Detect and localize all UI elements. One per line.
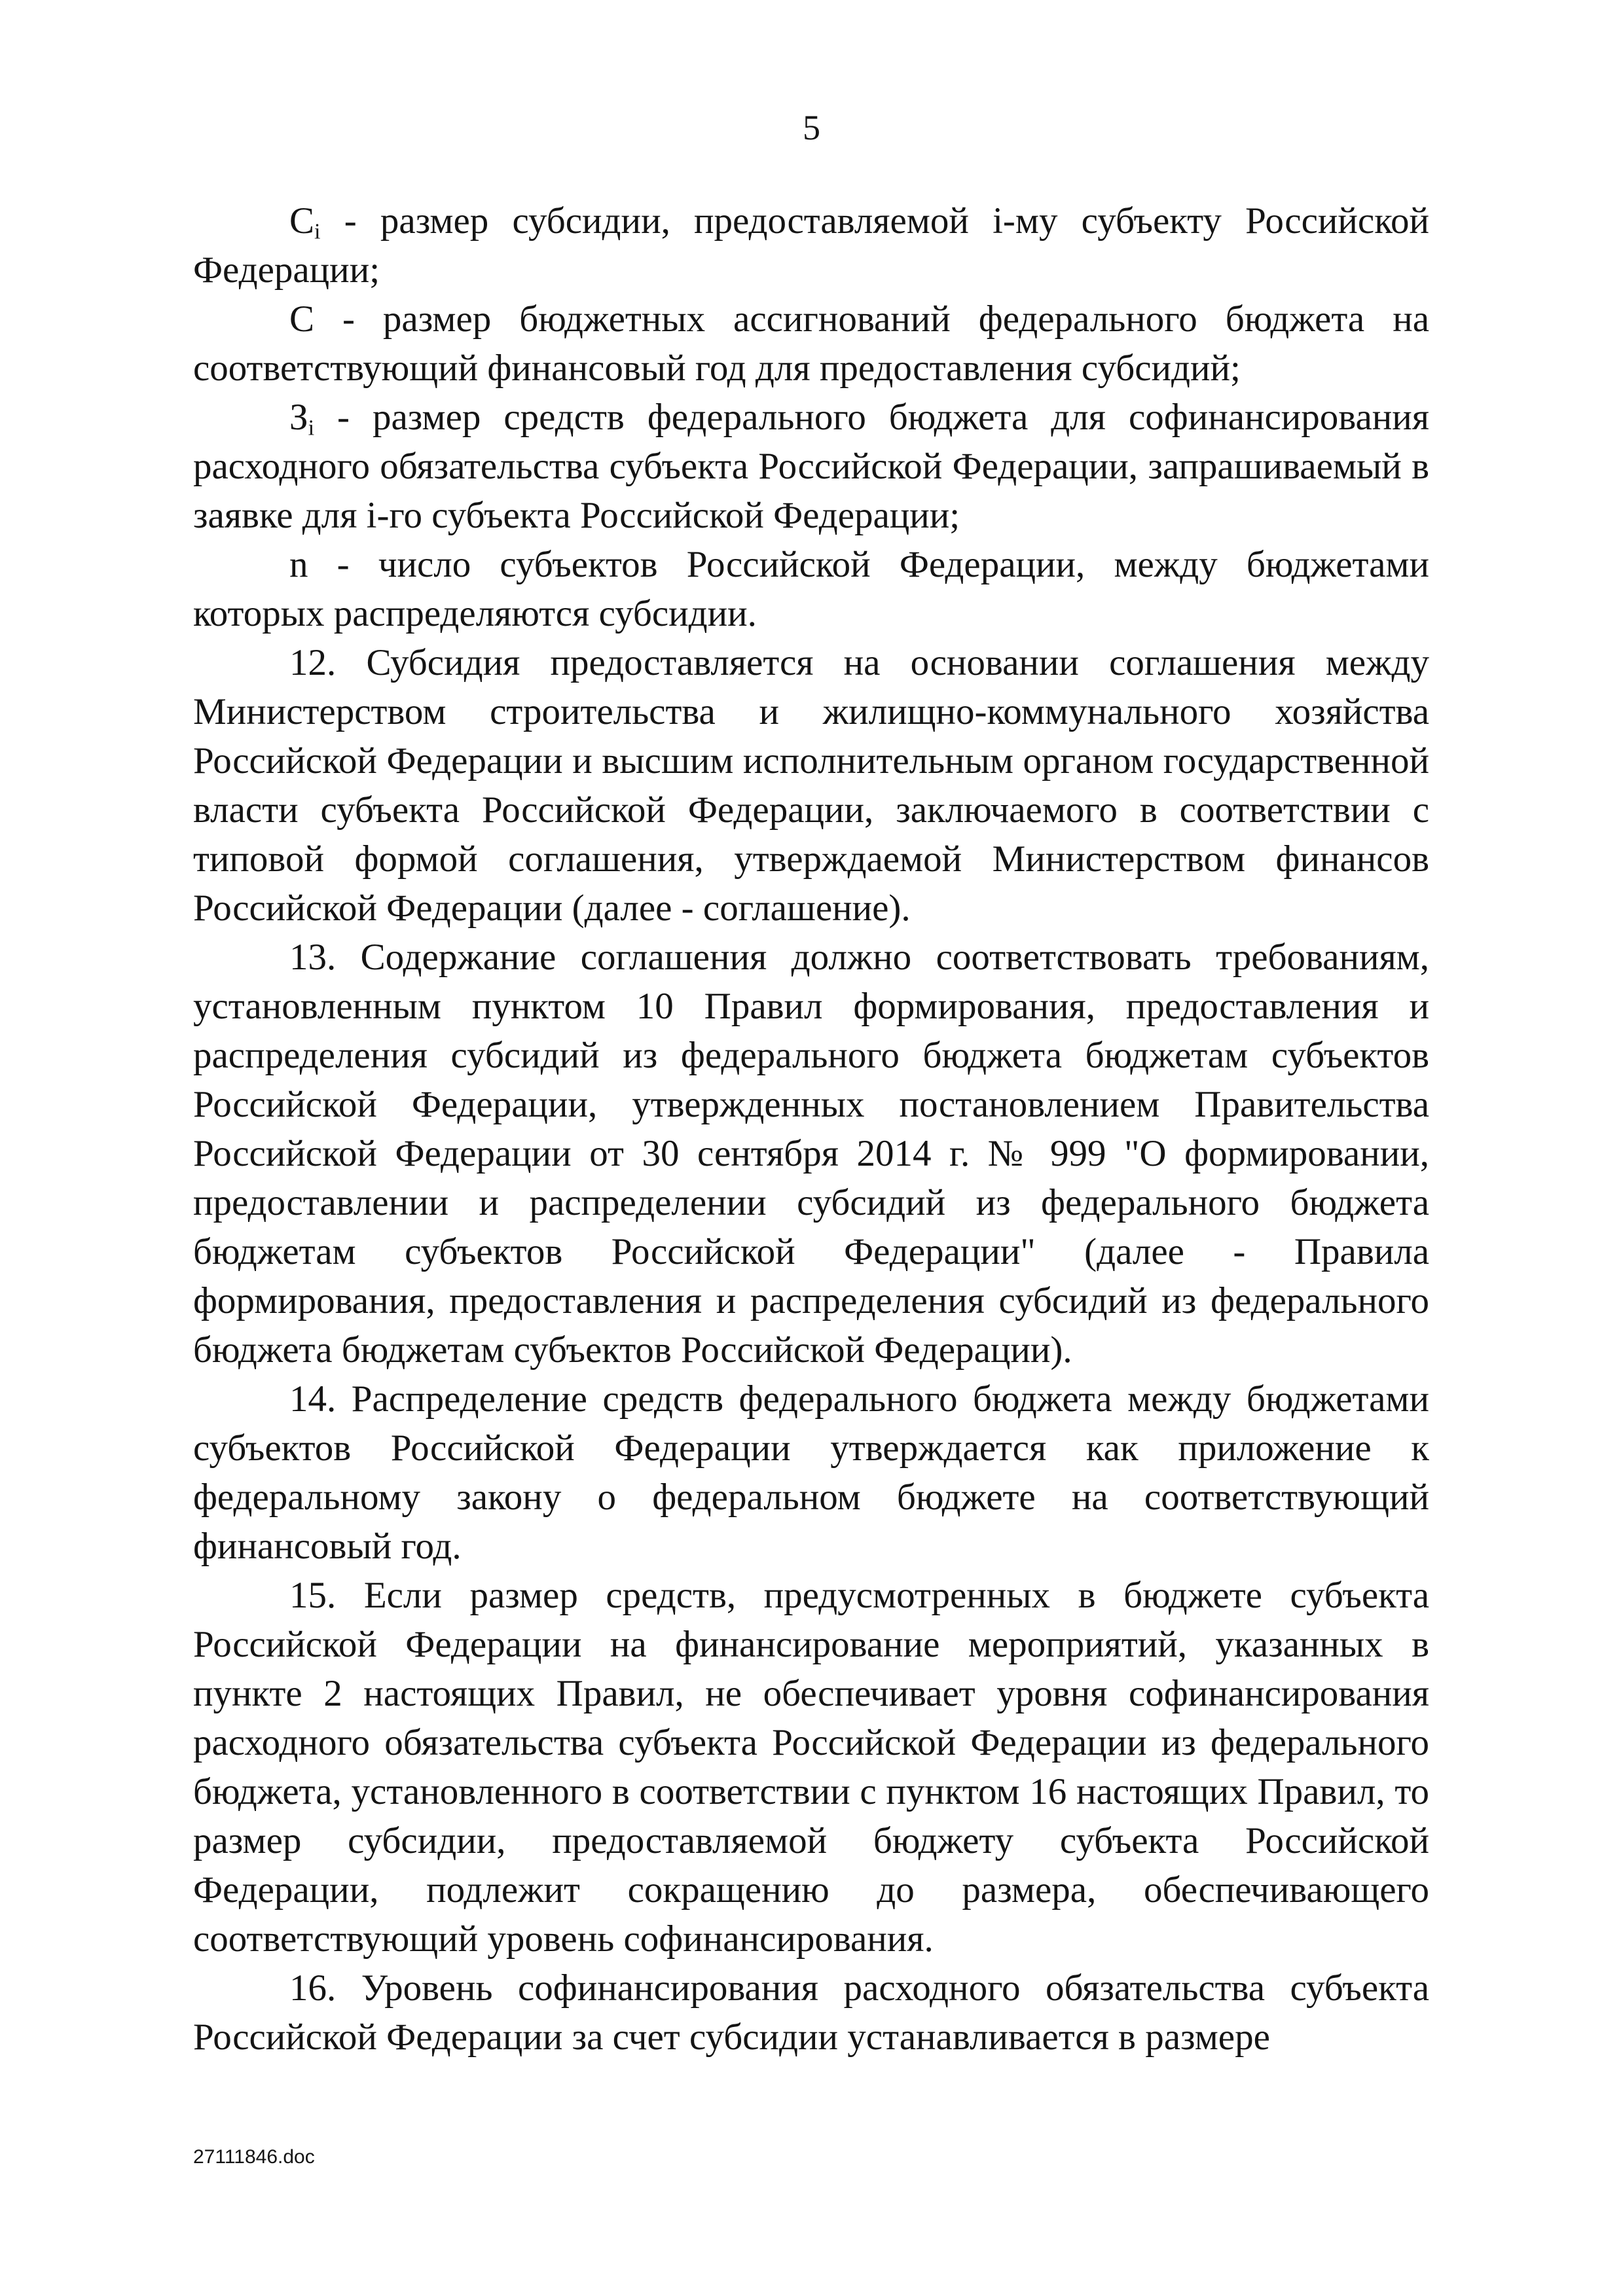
page-number: 5 (803, 108, 820, 147)
definition-c (193, 295, 1429, 393)
paragraph-text: Если размер средств, предусмотренных в бюджете субъекта Российской Федерации на финансирование мероприятий, указанных в пункте 2 настоящих Правил, не обеспечивает уровня софинансирования расходного обязательства субъекта Российской Федерации из федерального бюджета, установленного в соответствии с пунктом 16 настоящих Правил, то размер субсидии, предоставляемой бюджету субъекта Российской Федерации, подлежит сокращению до размера, обеспечивающего соответствующий уровень софинансирования. (193, 1575, 1429, 1960)
definition-text: - размер субсидии, предоставляемой i-му субъекту Российской Федерации; (193, 200, 1430, 291)
paragraph-number: 13. (289, 937, 337, 978)
definition-subscript: i (314, 219, 321, 244)
paragraph-text: Субсидия предоставляется на основании соглашения между Министерством строительства и жилищно-коммунального хозяйства Российской Федерации и высшим исполнительным органом государственной власти субъекта Российской Федерации, заключаемого в соответствии с типовой формой соглашения, утверждаемой Министерством финансов Российской Федерации (далее - соглашение). (193, 642, 1429, 929)
paragraph-16 (193, 1964, 1429, 2062)
document-body (193, 196, 1429, 2062)
paragraph-14 (193, 1374, 1429, 1571)
definition-ci (193, 196, 1429, 295)
definition-symbol: З (289, 397, 308, 438)
paragraph-12 (193, 638, 1429, 933)
definition-symbol: C (289, 298, 315, 340)
footer-file-name: 27111846.doc (193, 2146, 315, 2168)
definition-text: - размер бюджетных ассигнований федерального бюджета на соответствующий финансовый год для предоставления субсидий; (193, 298, 1429, 389)
definition-symbol: n (289, 544, 308, 585)
paragraph-number: 15. (289, 1575, 337, 1616)
paragraph-number: 12. (289, 642, 337, 683)
definition-subscript: i (308, 416, 315, 440)
paragraph-15 (193, 1571, 1429, 1964)
paragraph-text: Уровень софинансирования расходного обязательства субъекта Российской Федерации за счет субсидии устанавливается в размере (193, 1967, 1429, 2058)
paragraph-13 (193, 933, 1429, 1374)
definition-text: - число субъектов Российской Федерации, между бюджетами которых распределяются субсидии. (193, 544, 1429, 634)
paragraph-number: 14. (289, 1378, 337, 1420)
paragraph-text: Распределение средств федерального бюджета между бюджетами субъектов Российской Федерации утверждается как приложение к федеральному закону о федеральном бюджете на соответствующий финансовый год. (193, 1378, 1429, 1567)
paragraph-text: Содержание соглашения должно соответствовать требованиям, установленным пунктом 10 Правил формирования, предоставления и распределения субсидий из федерального бюджета бюджетам субъектов Российской Федерации, утвержденных постановлением Правительства Российской Федерации от 30 сентября 2014 г. № 999 "О формировании, предоставлении и распределении субсидий из федерального бюджета бюджетам субъектов Российской Федерации" (далее - Правила формирования, предоставления и распределения субсидий из федерального бюджета бюджетам субъектов Российской Федерации). (193, 937, 1429, 1371)
definition-text: - размер средств федерального бюджета для софинансирования расходного обязательства субъекта Российской Федерации, запрашиваемый в заявке для i-го субъекта Российской Федерации; (193, 397, 1429, 536)
paragraph-number: 16. (289, 1967, 337, 2009)
definition-n (193, 540, 1429, 638)
definition-zi (193, 393, 1429, 540)
definition-symbol: C (289, 200, 315, 242)
